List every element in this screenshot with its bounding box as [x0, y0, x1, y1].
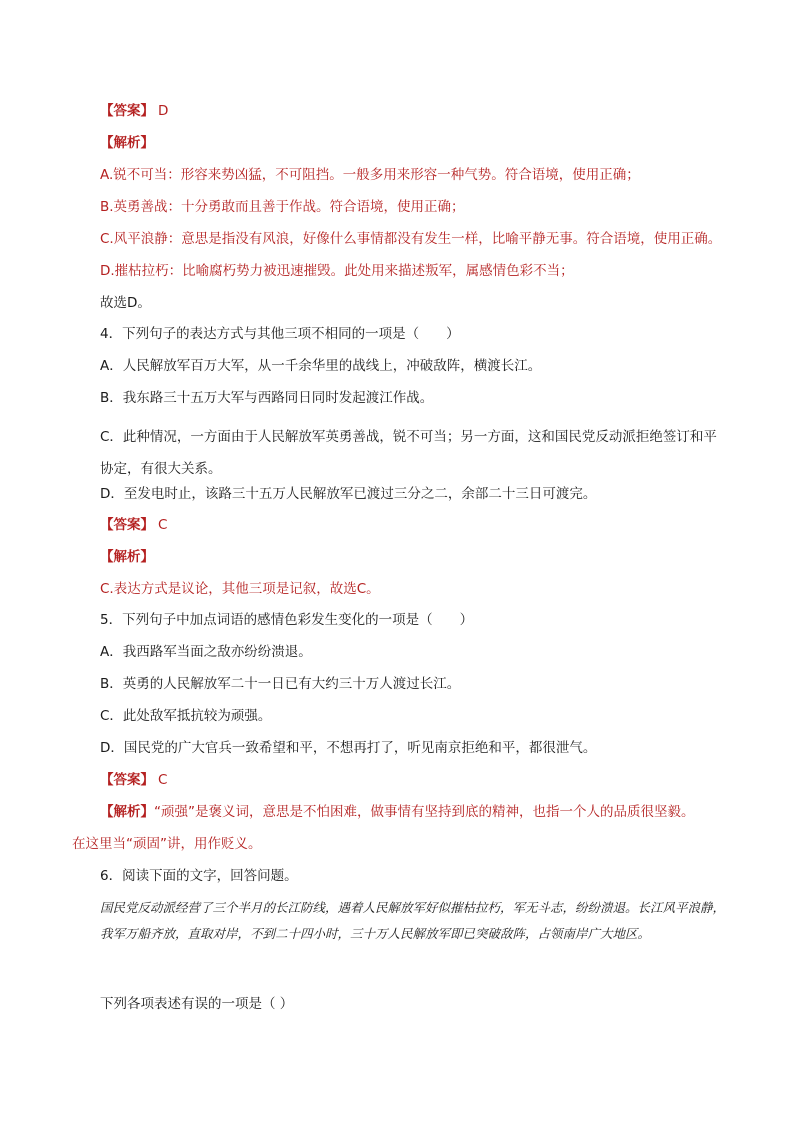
q4-stem: 4．下列句子的表达方式与其他三项不相同的一项是（ ）	[100, 326, 460, 342]
q4-option-c: C．此种情况，一方面由于人民解放军英勇善战，锐不可当；另一方面，这和国民党反动派拒绝签订和平协定，有很大关系。	[100, 429, 717, 477]
analysis-tag: 【解析】	[100, 135, 154, 151]
q3-analysis-line: A.锐不可当：形容来势凶猛，不可阻挡。一般多用来形容一种气势。符合语境，使用正确；	[100, 167, 640, 183]
q5-option-b: B．英勇的人民解放军二十一日已有大约三十万人渡过长江。	[100, 676, 461, 692]
answer-tag: 【答案】	[100, 517, 154, 533]
reading-passage	[100, 895, 728, 947]
q5-option-a: A．我西路军当面之敌亦纷纷溃退。	[100, 644, 312, 660]
q6-question: 下列各项表述有误的一项是（ ）	[100, 996, 294, 1012]
q5-answer	[100, 771, 167, 789]
q3-conclusion: 故选D。	[100, 295, 151, 311]
q5-option-c: C．此处敌军抵抗较为顽强。	[100, 708, 272, 724]
passage-text: 国民党反动派经营了三个半月的长江防线，遇着人民解放军好似摧枯拉朽，军无斗志，纷纷溃退。长江风平浪静，我军万船齐放，直取对岸，不到二十四小时，三十万人民解放军即已突破敌阵，占领南岸广大地区。	[100, 900, 726, 941]
q3-analysis-tag	[100, 134, 154, 152]
analysis-tag: 【解析】	[100, 549, 154, 565]
q5-analysis-cont: 在这里当“顽固”讲，用作贬义。	[72, 836, 262, 852]
answer-value: D	[158, 103, 169, 119]
answer-tag: 【答案】	[100, 772, 154, 788]
q6-stem: 6．阅读下面的文字，回答问题。	[100, 868, 298, 884]
q3-answer	[100, 102, 168, 120]
q5-option-d: D．国民党的广大官兵一致希望和平，不想再打了，听见南京拒绝和平，都很泄气。	[100, 740, 597, 756]
q4-analysis-tag	[100, 548, 154, 566]
q5-stem: 5．下列句子中加点词语的感情色彩发生变化的一项是（ ）	[100, 612, 474, 628]
answer-value: C	[158, 772, 168, 788]
q4-analysis: C.表达方式是议论，其他三项是记叙，故选C。	[100, 581, 380, 597]
q3-analysis-line: B.英勇善战：十分勇敢而且善于作战。符合语境，使用正确；	[100, 199, 465, 215]
answer-value: C	[158, 517, 168, 533]
answer-tag: 【答案】	[100, 103, 154, 119]
q3-analysis-line: C.风平浪静：意思是指没有风浪，好像什么事情都没有发生一样，比喻平静无事。符合语境，使用正确。	[100, 231, 722, 247]
q3-analysis-line: D.摧枯拉朽：比喻腐朽势力被迅速摧毁。此处用来描述叛军，属感情色彩不当；	[100, 263, 574, 279]
q4-option-b: B．我东路三十五万大军与西路同日同时发起渡江作战。	[100, 390, 434, 406]
analysis-text: “顽强”是褒义词，意思是不怕困难，做事情有坚持到底的精神，也指一个人的品质很坚毅。	[154, 804, 695, 820]
q4-answer	[100, 516, 167, 534]
analysis-tag: 【解析】	[100, 804, 154, 820]
q4-option-a: A．人民解放军百万大军，从一千余华里的战线上，冲破敌阵，横渡长江。	[100, 358, 542, 374]
q5-analysis	[100, 803, 695, 821]
q4-option-d: D．至发电时止，该路三十五万人民解放军已渡过三分之二，余部二十三日可渡完。	[100, 486, 597, 502]
